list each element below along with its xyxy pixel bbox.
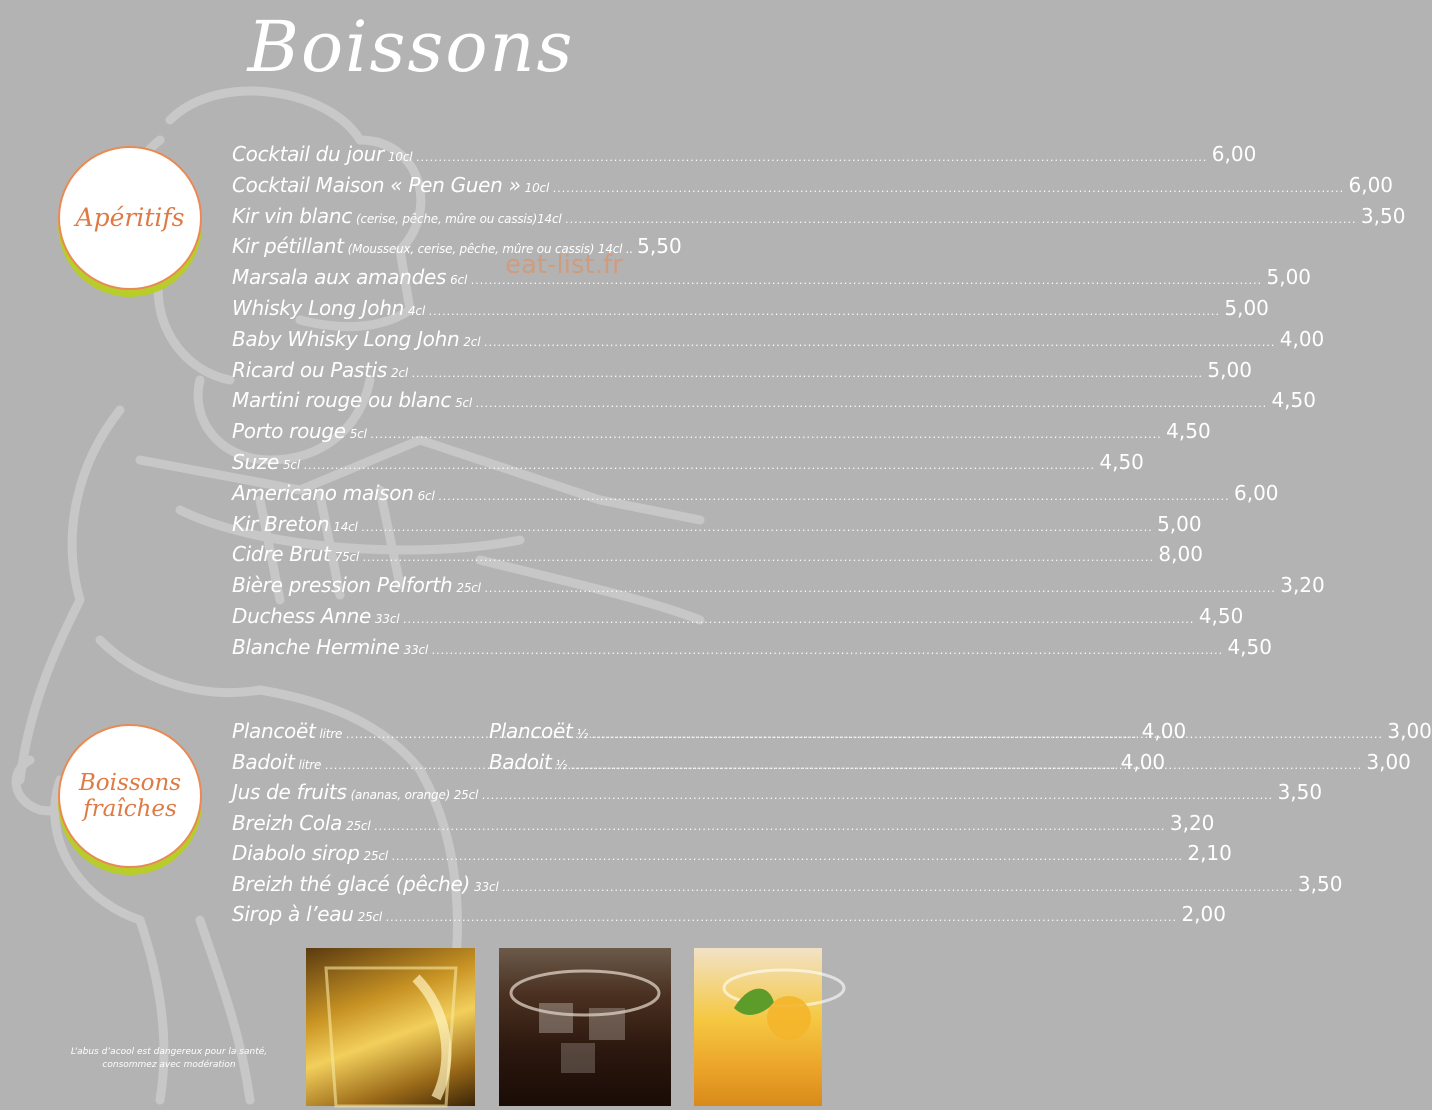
- item-price: 8,00: [1158, 542, 1203, 567]
- item-name: Kir pétillant: [232, 234, 344, 259]
- item-name: Breizh thé glacé (pêche): [232, 871, 471, 896]
- dot-leader: [432, 644, 1223, 657]
- item-price: 5,50: [637, 234, 682, 259]
- item-name: Kir vin blanc: [232, 203, 352, 228]
- boissons-fraiches-list: [232, 719, 1432, 933]
- item-name: Whisky Long John: [232, 295, 404, 320]
- item-size: 2cl: [391, 365, 408, 380]
- item-price: 5,00: [1266, 265, 1312, 290]
- item-price: 3,00: [1387, 719, 1432, 743]
- item-size: 33cl: [474, 879, 499, 894]
- item-size: 4cl: [408, 303, 425, 318]
- item-price: 4,50: [1271, 388, 1316, 413]
- item-name: Duchess Anne: [232, 603, 371, 628]
- lemon-slice-icon: [306, 948, 475, 1106]
- menu-item: [232, 634, 1272, 666]
- item-size: 33cl: [403, 642, 429, 657]
- menu-item: [232, 902, 1226, 933]
- item-name: Plancoët: [489, 719, 573, 743]
- item-size: litre: [319, 727, 343, 741]
- item-size: ½: [576, 727, 588, 741]
- item-name: Porto rouge: [232, 419, 346, 444]
- item-size: 25cl: [456, 581, 481, 596]
- dot-leader: [553, 182, 1344, 195]
- menu-item: [232, 480, 1279, 512]
- dot-leader: [571, 759, 1362, 772]
- item-size: ½: [555, 757, 567, 772]
- menu-item: [232, 295, 1269, 327]
- item-size: 10cl: [524, 180, 550, 195]
- aperitifs-badge: [58, 146, 202, 290]
- item-size: 5cl: [282, 457, 300, 472]
- dot-leader: [362, 521, 1153, 534]
- menu-item: [232, 780, 1323, 811]
- badge-line: fraîches: [83, 796, 177, 822]
- item-price: 5,00: [1207, 357, 1252, 382]
- dot-leader: [403, 613, 1194, 626]
- item-price: 4,50: [1166, 419, 1211, 444]
- alcohol-warning: [58, 1046, 280, 1072]
- cola-glass-photo: [499, 948, 671, 1106]
- dot-leader: [482, 789, 1273, 802]
- menu-item: [489, 719, 1432, 743]
- item-price: 3,50: [1277, 780, 1323, 804]
- item-size: (cerise, pêche, mûre ou cassis)14cl: [355, 211, 562, 226]
- watermark-text: eat-list.fr: [505, 250, 623, 280]
- menu-item: [232, 326, 1325, 358]
- item-name: Cocktail du jour: [232, 142, 384, 166]
- menu-item: [232, 419, 1211, 450]
- menu-item: [232, 542, 1203, 573]
- item-price: 3,50: [1297, 871, 1343, 896]
- item-size: 5cl: [349, 427, 367, 442]
- badge-line: Boissons: [78, 770, 182, 796]
- menu-item-pair: [232, 719, 1432, 750]
- item-size: 14cl: [333, 519, 358, 534]
- item-size: 25cl: [357, 910, 383, 924]
- item-price: 4,50: [1198, 603, 1244, 628]
- menu-item: [232, 357, 1252, 389]
- item-price: 6,00: [1233, 480, 1279, 505]
- item-name: Blanche Hermine: [232, 634, 400, 659]
- item-name: Suze: [232, 449, 279, 474]
- ice-cubes-icon: [499, 948, 671, 1106]
- menu-item: [232, 172, 1394, 204]
- item-name: Bière pression Pelforth: [232, 573, 453, 598]
- item-name: Breizh Cola: [232, 810, 343, 835]
- menu-item: [232, 841, 1232, 872]
- item-size: (ananas, orange) 25cl: [350, 788, 479, 802]
- item-size: 33cl: [375, 611, 400, 626]
- item-name: Plancoët: [232, 719, 316, 743]
- menu-item: [232, 265, 1312, 296]
- item-name: Diabolo sirop: [232, 841, 360, 865]
- item-price: 5,00: [1224, 295, 1269, 320]
- mint-leaf-icon: [694, 948, 822, 1106]
- item-price: 3,00: [1366, 749, 1411, 774]
- item-name: Sirop à l’eau: [232, 902, 354, 926]
- item-name: Marsala aux amandes: [232, 265, 447, 290]
- aperitifs-list: [232, 142, 1406, 666]
- menu-item-pair: [232, 749, 1411, 781]
- menu-item: [232, 573, 1325, 604]
- dot-leader: [371, 428, 1162, 441]
- item-size: (Mousseux, cerise, pêche, mûre ou cassis) 14cl ..: [347, 242, 634, 257]
- item-name: Cidre Brut: [232, 542, 331, 567]
- warning-line: L’abus d’acool est dangereux pour la santé,: [70, 1047, 268, 1057]
- item-price: 2,10: [1187, 841, 1232, 865]
- item-name: Martini rouge ou blanc: [232, 388, 452, 413]
- menu-item: [232, 142, 1257, 173]
- item-name: Cocktail Maison « Pen Guen »: [232, 172, 521, 197]
- item-size: 25cl: [346, 818, 371, 833]
- item-size: 2cl: [463, 334, 481, 349]
- item-name: Badoit: [489, 749, 552, 774]
- item-price: 4,00: [1279, 326, 1325, 351]
- page-title: Boissons: [247, 6, 575, 88]
- item-size: 10cl: [387, 150, 413, 164]
- menu-item: [489, 750, 1411, 774]
- warning-line: consommez avec modération: [102, 1060, 236, 1070]
- dot-leader: [592, 728, 1383, 741]
- item-name: Baby Whisky Long John: [232, 326, 460, 351]
- orange-juice-photo: [694, 948, 822, 1106]
- menu-item: [232, 449, 1144, 481]
- item-name: Badoit: [232, 749, 295, 774]
- menu-item: [232, 203, 1406, 235]
- item-size: litre: [298, 757, 322, 772]
- item-size: 25cl: [363, 849, 388, 863]
- item-price: 6,00: [1211, 142, 1257, 166]
- item-price: 6,00: [1348, 172, 1394, 197]
- item-price: 4,00: [1141, 719, 1187, 743]
- item-name: Americano maison: [232, 480, 414, 505]
- aperitifs-badge-label: Apéritifs: [75, 203, 185, 232]
- boissons-fraiches-badge: [58, 724, 202, 868]
- dot-leader: [386, 911, 1177, 924]
- item-name: Ricard ou Pastis: [232, 357, 388, 382]
- whisky-glass-photo: [306, 948, 475, 1106]
- item-size: 75cl: [334, 550, 359, 565]
- dot-leader: [566, 213, 1357, 226]
- menu-item: [232, 810, 1215, 842]
- dot-leader: [429, 305, 1220, 318]
- menu-item: [232, 603, 1244, 635]
- item-price: 4,50: [1227, 634, 1272, 659]
- dot-leader: [363, 551, 1154, 564]
- item-price: 5,00: [1157, 511, 1202, 536]
- dot-leader: [471, 274, 1262, 287]
- dot-leader: [476, 397, 1267, 410]
- item-size: 5cl: [455, 396, 473, 411]
- item-price: 3,20: [1169, 810, 1215, 835]
- item-price: 3,50: [1360, 203, 1406, 228]
- dot-leader: [374, 820, 1165, 833]
- item-size: 6cl: [417, 488, 435, 503]
- boissons-fraiches-badge-label: [79, 770, 181, 822]
- item-price: 3,20: [1280, 573, 1325, 598]
- menu-item: [232, 234, 762, 265]
- dot-leader: [485, 582, 1276, 595]
- menu-item: [232, 871, 1343, 903]
- item-name: Kir Breton: [232, 511, 330, 536]
- menu-item: [232, 511, 1202, 543]
- dot-leader: [392, 850, 1183, 863]
- menu-item: [232, 388, 1316, 419]
- dot-leader: [439, 490, 1230, 503]
- item-name: Jus de fruits: [232, 780, 347, 804]
- dot-leader: [412, 367, 1203, 380]
- item-price: 4,00: [1120, 749, 1166, 774]
- item-price: 2,00: [1181, 902, 1226, 926]
- item-price: 4,50: [1099, 449, 1144, 474]
- dot-leader: [304, 459, 1095, 472]
- dot-leader: [484, 336, 1275, 349]
- item-size: 6cl: [450, 273, 468, 288]
- dot-leader: [416, 151, 1207, 164]
- dot-leader: [502, 881, 1293, 894]
